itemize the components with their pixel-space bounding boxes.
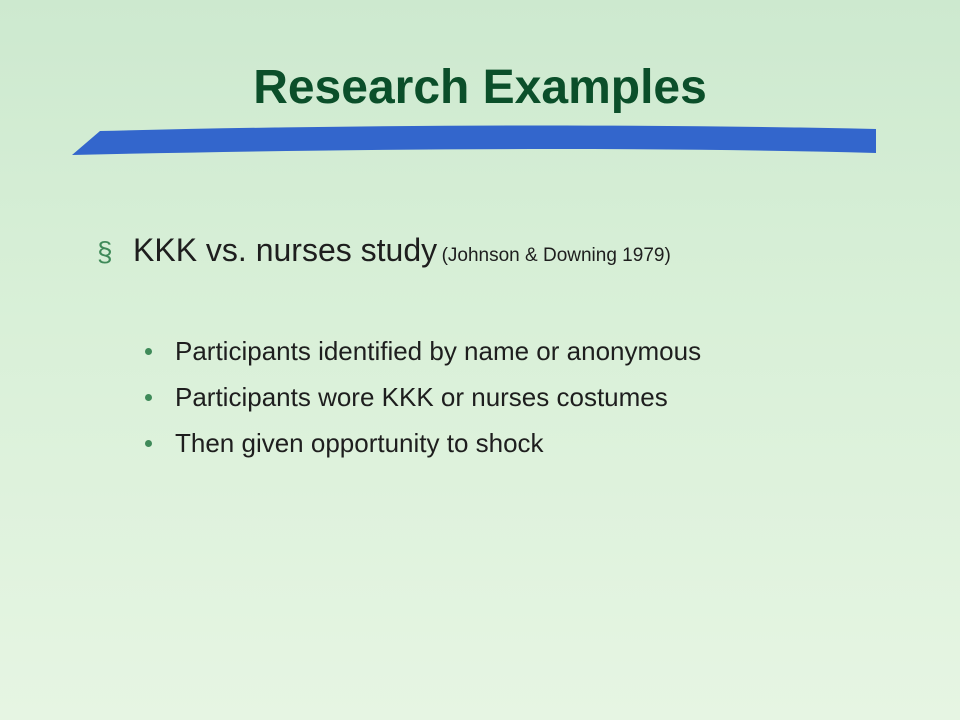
- sub-bullet-item: [170, 374, 701, 420]
- sub-bullet-item: [170, 420, 701, 466]
- sub-bullet-item: [170, 328, 701, 374]
- citation: (Johnson & Downing 1979): [441, 245, 671, 266]
- bullet-dot-icon: [145, 440, 152, 447]
- main-bullet-text: KKK vs. nurses study: [133, 232, 438, 268]
- title-underline-swoosh: [0, 110, 960, 170]
- bullet-dot-icon: [145, 348, 152, 355]
- sub-bullet-text: Then given opportunity to shock: [175, 428, 544, 458]
- main-bullet: [97, 232, 671, 276]
- sub-bullet-text: Participants wore KKK or nurses costumes: [175, 382, 668, 412]
- bullet-dot-icon: [145, 394, 152, 401]
- sub-bullet-text: Participants identified by name or anonymous: [175, 336, 702, 366]
- sub-bullet-list: [170, 328, 701, 466]
- slide-title: Research Examples: [253, 61, 707, 114]
- section-bullet-icon: §: [97, 236, 113, 267]
